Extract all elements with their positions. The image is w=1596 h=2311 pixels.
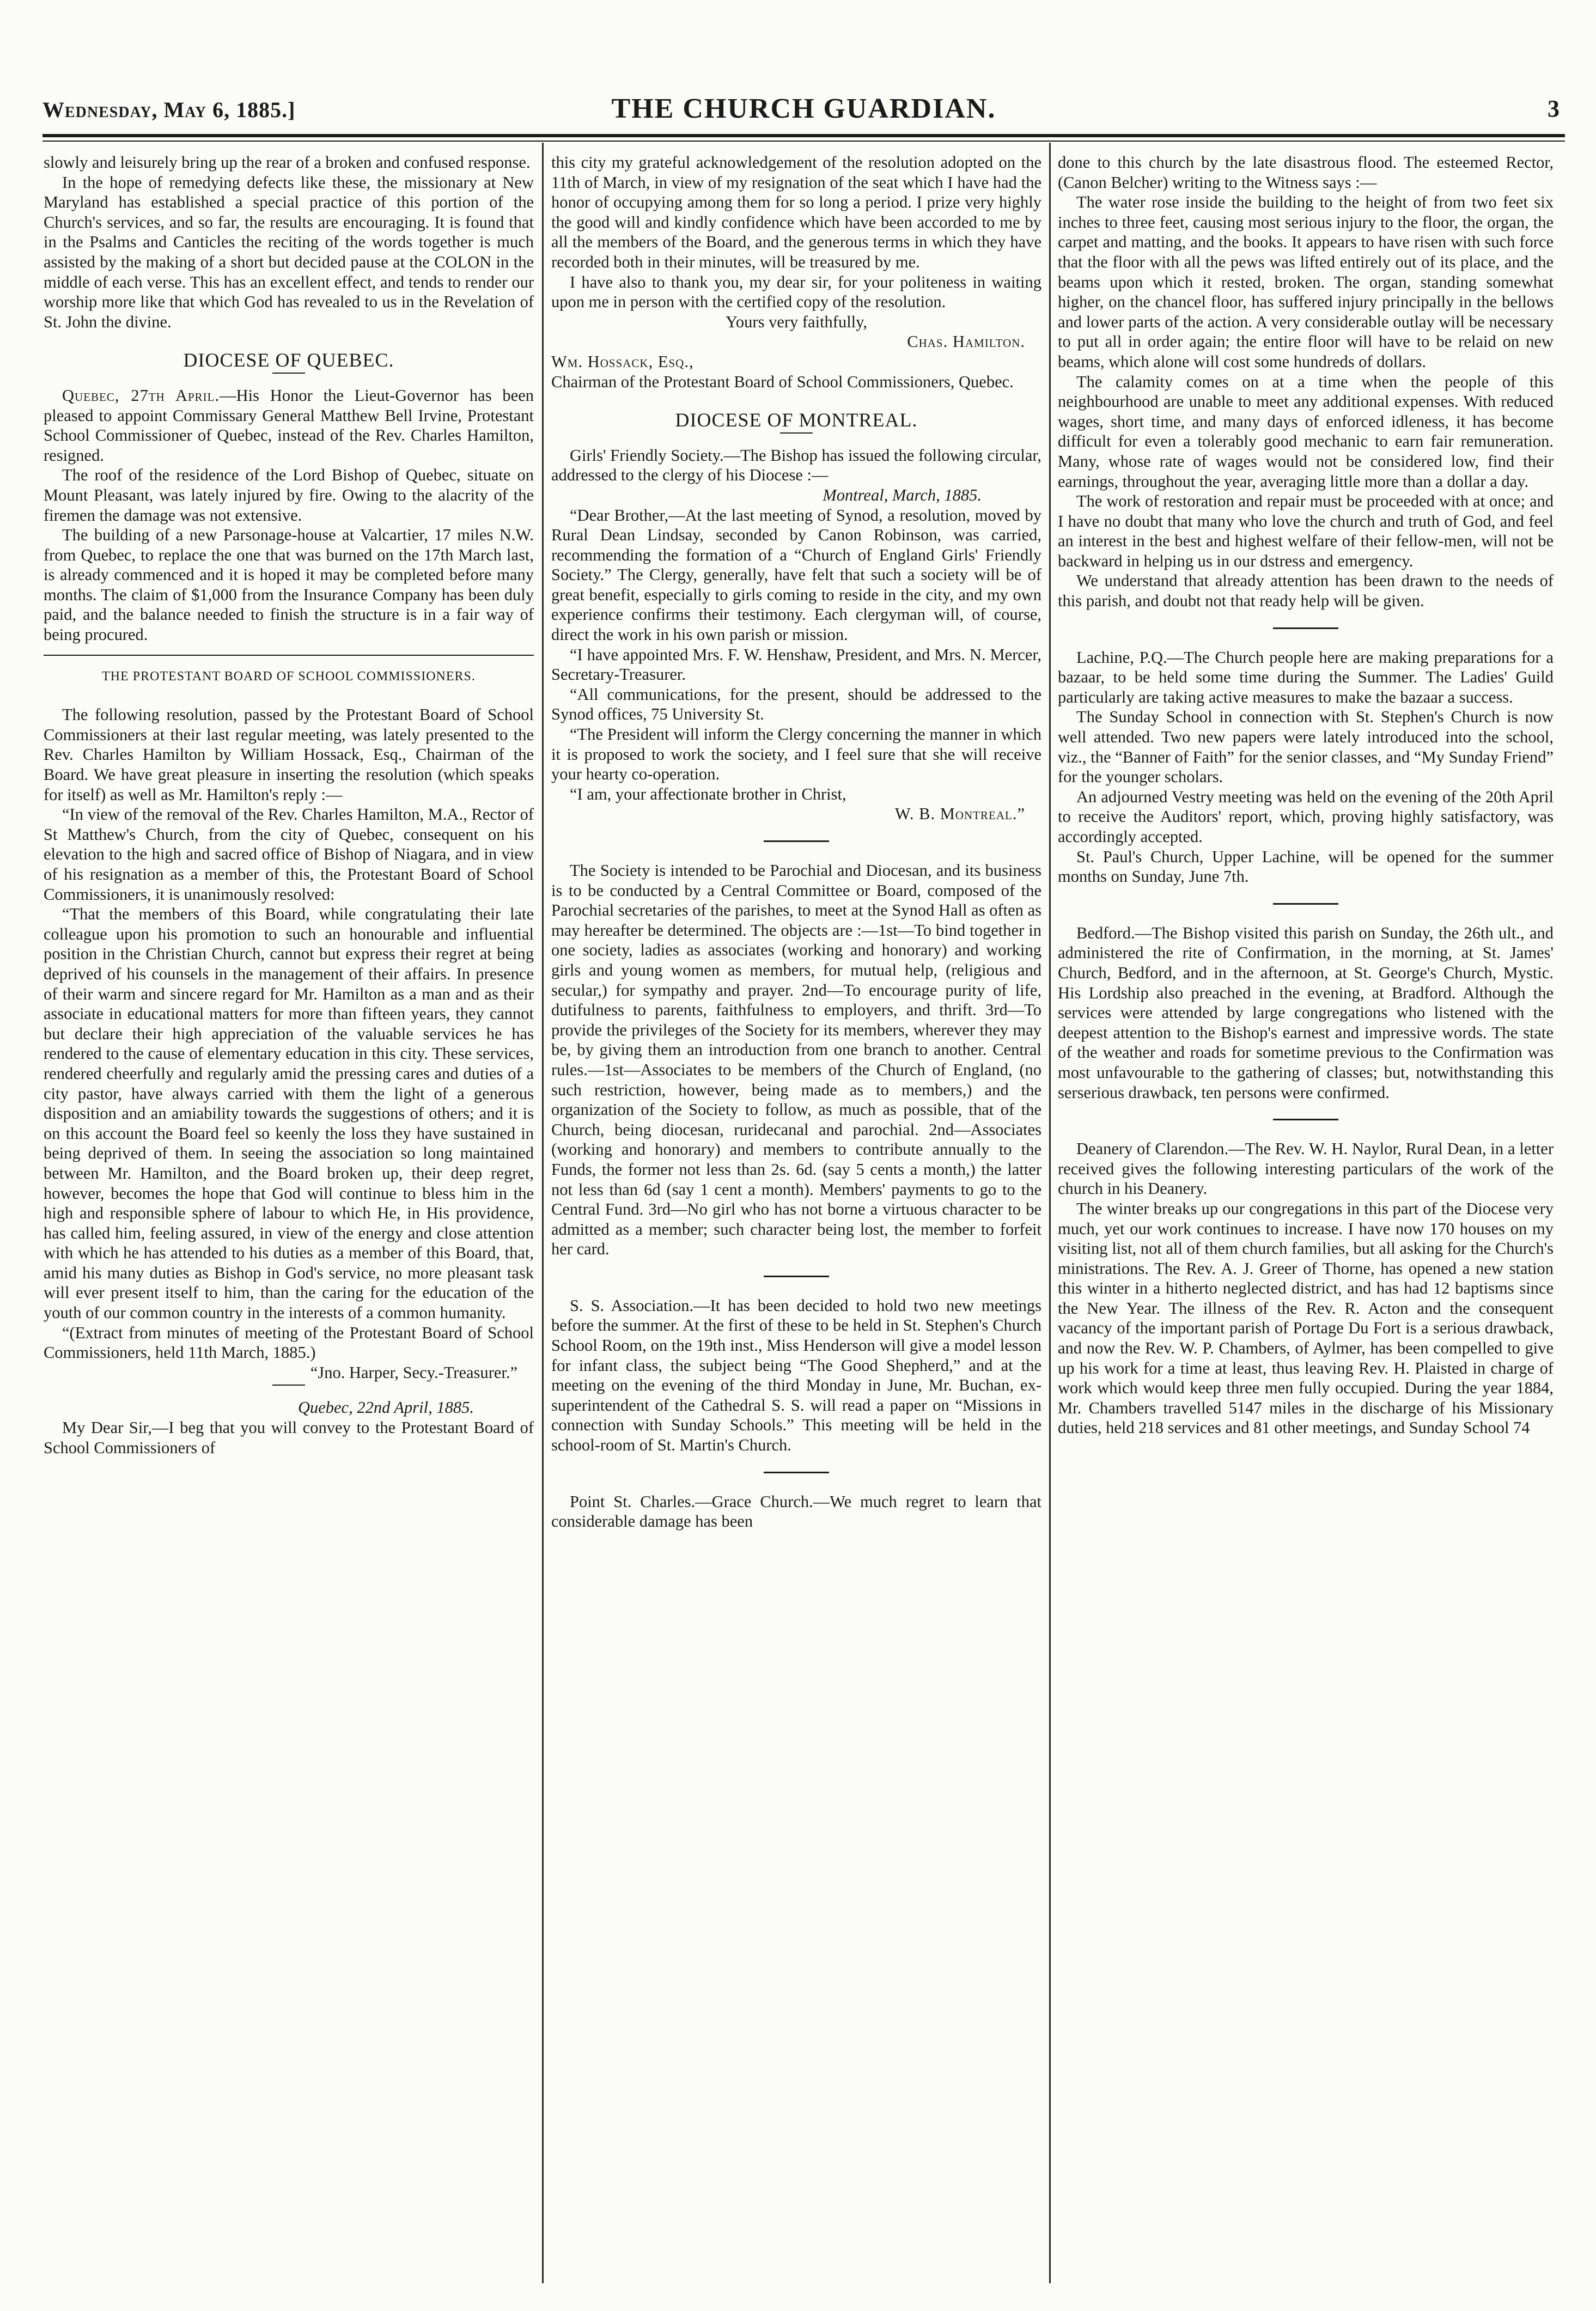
paragraph: S. S. Association.—It has been decided to hold two new meetings before the summer. At the first of these to be held in St. Stephen's Church School Room, on the 19th inst., Miss Henderson will give a model lesson for infant class, the subject being “The Good Shepherd,” and at the meeting on the evening of the third Monday in June, Mr. Buchan, ex-superintendent of the Cathedral S. S. will read a paper on “Missions in connection with Sunday Schools.” This meeting will be held in the school-room of St. Martin's Church.: [551, 1296, 1041, 1455]
addressee-title: Chairman of the Protestant Board of School Commissioners, Quebec.: [551, 372, 1014, 391]
paragraph: I have also to thank you, my dear sir, for your politeness in waiting upon me in person with the certified copy of the resolution.: [551, 272, 1041, 312]
section-heading-quebec: DIOCESE OF QUEBEC.: [183, 349, 394, 371]
page-number: 3: [1548, 95, 1560, 122]
paragraph: “The President will inform the Clergy concerning the manner in which it is proposed to work the society, and I feel sure that she will receive your hearty co-operation.: [551, 725, 1041, 784]
paragraph: The Sunday School in connection with St. Stephen's Church is now well attended. Two new papers were lately introduced into the school, viz., the “Banner of Faith” for the senior classes, and “My Sunday Friend” for the younger scholars.: [1058, 708, 1554, 786]
paragraph: “That the members of this Board, while congratulating their late colleague upon his promotion to such an honourable and influential position in the Christian Church, cannot but express their regret at being deprived of his counsels in the management of their affairs. In presence of their warm and sincere regard for Mr. Hamilton as a man and as their associate in educational matters for more than fifteen years, they cannot but declare their high appreciation of the valuable services he has rendered to the cause of elementary education in this city. These services, rendered cheerfully and regularly amid the pressing cares and duties of a city pastor, have always carried with them the light of a generous disposition and an amiability towards the suggestions of others; and it is on this account the Board feel so keenly the loss they have sustained in being deprived of them. In seeing the association so long maintained between Mr. Hamilton, and the Board broken up, their deep regret, however, becomes the hope that God will continue to bless him in the high and responsible sphere of labour to which He, in His providence, has called him, feeling assured, in view of the energy and close attention with which he has attended to his duties as a member of this Board, that, amid his many duties as Bishop in God's service, no more pleasant task will ever present itself to him, than the caring for the education of the youth of our common country in the interests of a common humanity.: [44, 905, 534, 1322]
section-rule: [764, 1276, 829, 1277]
paragraph: Point St. Charles.—Grace Church.—We much regret to learn that considerable damage has been: [551, 1492, 1041, 1531]
section-heading-montreal: DIOCESE OF MONTREAL.: [675, 409, 918, 431]
paragraph: The following resolution, passed by the Protestant Board of School Commissioners at their last regular meeting, was lately presented to the Rev. Charles Hamilton by William Hossack, Esq., Chairman of the Board. We have great pleasure in inserting the resolution (which speaks for itself) as well as Mr. Hamilton's reply :—: [44, 705, 534, 804]
paragraph: “In view of the removal of the Rev. Charles Hamilton, M.A., Rector of St Matthew's Church, from the city of Quebec, consequent on his elevation to the high and sacred office of Bishop of Niagara, and in view of his resignation as a member of this, the Protestant Board of School Commissioners, it is unanimously resolved:: [44, 805, 534, 904]
signature: “Jno. Harper, Secy.-Treasurer.”: [310, 1363, 517, 1382]
paragraph: In the hope of remedying defects like these, the missionary at New Maryland has established a special practice of this portion of the Church's services, and so far, the results are encouraging. It is found that in the Psalms and Canticles the reciting of the words together is much assisted by the making of a short but decided pause at the COLON in the middle of each verse. This has an excellent effect, and tends to render our worship more like that which God has revealed to us in the Revelation of St. John the divine.: [44, 173, 534, 331]
paragraph: “(Extract from minutes of meeting of the Protestant Board of School Commissioners, held 11th March, 1885.): [44, 1323, 534, 1362]
paragraph: The calamity comes on at a time when the people of this neighbourhood are unable to meet any additional expenses. With reduced wages, short time, and many days of enforced idleness, it has become difficult for even a tolerably good mechanic to earn fair remuneration. Many, whose rate of wages would not be considered low, find their earnings, throughout the year, averaging little more than a dollar a day.: [1058, 372, 1554, 491]
column-1: [44, 153, 534, 2277]
column-3: [1058, 153, 1554, 2277]
paragraph: “I have appointed Mrs. F. W. Henshaw, President, and Mrs. N. Mercer, Secretary-Treasurer.: [551, 645, 1041, 684]
paragraph: slowly and leisurely bring up the rear of a broken and confused response.: [44, 153, 531, 172]
signature: Chas. Hamilton.: [907, 332, 1025, 351]
paragraph: The winter breaks up our congregations in this part of the Diocese very much, yet our work continues to increase. I have now 170 houses on my visiting list, not all of them church families, but all asking for the Church's ministrations. The Rev. A. J. Greer of Thorne, has opened a new station this winter in a hitherto neglected district, and has had 12 baptisms since the New Year. The illness of the Rev. R. Acton and the consequent vacancy of the important parish of Portage Du Fort is a serious drawback, and now the Rev. W. P. Chambers, of Aylmer, has been compelled to give up his work for a time at least, thus leaving Rev. H. Plaisted in charge of work which would keep three men fully occupied. During the year 1884, Mr. Chambers travelled 5147 miles in the discharge of his Missionary duties, held 218 services and 81 other meetings, and Sunday School 74: [1058, 1199, 1554, 1437]
column-divider-2: [1049, 143, 1051, 2283]
section-heading-board: THE PROTESTANT BOARD OF SCHOOL COMMISSIONERS.: [102, 669, 476, 684]
paragraph: St. Paul's Church, Upper Lachine, will be opened for the summer months on Sunday, June 7th.: [1058, 847, 1554, 886]
paragraph: Girls' Friendly Society.—The Bishop has issued the following circular, addressed to the clergy of his Diocese :—: [551, 446, 1041, 485]
column-2: [551, 153, 1041, 2277]
paragraph: —His Honor the Lieut-Governor has been pleased to appoint Commissary General Matthew Bell Irvine, Protestant School Commissioner of Quebec, instead of the Rev. Charles Hamilton, resigned.: [44, 386, 534, 465]
header-rule-thick: [42, 134, 1565, 137]
paragraph: An adjourned Vestry meeting was held on the evening of the 20th April to receive the Auditors' report, which, proving highly satisfactory, was accordingly accepted.: [1058, 787, 1554, 846]
paragraph: Bedford.—The Bishop visited this parish on Sunday, the 26th ult., and administered the rite of Confirmation, in the morning, at St. James' Church, Bedford, and in the afternoon, at St. George's Church, Mystic. His Lordship also preached in the evening, at Bradford. Although the services were attended by large congregations who listened with the deepest attention to the Bishop's earnest and impressive words. The state of the weather and roads for sometime previous to the Confirmation was most unfavourable to the gathering of classes; but, notwithstanding this serserious drawback, ten persons were confirmed.: [1058, 923, 1554, 1102]
short-rule: [272, 1385, 305, 1386]
issue-date: Wednesday, May 6, 1885.]: [42, 97, 296, 122]
paragraph: this city my grateful acknowledgement of the resolution adopted on the 11th of March, in view of my resignation of the seat which I have had the honor of occupying among them for so long a period. I prize very highly the good will and kindly confidence which have been accorded to me by all the members of the Board, and the generous terms in which they have recorded both in their minutes, will be treasured by me.: [551, 153, 1041, 271]
closing: Yours very faithfully,: [725, 312, 868, 331]
paragraph: The building of a new Parsonage-house at Valcartier, 17 miles N.W. from Quebec, to replace the one that was burned on the 17th March last, is already commenced and it is hoped it may be completed before many months. The claim of $1,000 from the Insurance Company has been duly paid, and the balance needed to finish the structure is in a fair way of being procured.: [44, 526, 534, 644]
paragraph: “All communications, for the present, should be addressed to the Synod offices, 75 University St.: [551, 685, 1041, 724]
paragraph: Lachine, P.Q.—The Church people here are making preparations for a bazaar, to be held some time during the Summer. The Ladies' Guild particularly are taking active measures to make the bazaar a success.: [1058, 648, 1554, 706]
paragraph: The Society is intended to be Parochial and Diocesan, and its business is to be conducted by a Central Committee or Board, composed of the Parochial secretaries of the parishes, to meet at the Synod Hall as often as may hereafter be determined. The objects are :—1st—To bind together in one society, ladies as associates (working and honorary) and working girls and young women as members, for mutual help, (religious and secular,) for sympathy and prayer. 2nd—To encourage purity of life, dutifulness to parents, faithfulness to employers, and thrift. 3rd—To provide the privileges of the Society for its members, wherever they may be, by giving them an introduction from one branch to another. Central rules.—1st—Associates to be members of the Church of England, (no such restriction, however, being made as to members,) and the organization of the Society to follow, as much as possible, that of the Church, being diocesan, ruridecanal and parochial. 2nd—Associates (working and honorary) and members to contribute annually to the Funds, the former not less than 2s. 6d. (say 5 cents a month,) the latter not less than 6d (say 1 cent a month). Members' payments to go to the Central Fund. 3rd—No girl who has not borne a virtuous character to be admitted as a member; such character being lost, the member to forfeit her card.: [551, 861, 1041, 1259]
paragraph: “I am, your affectionate brother in Christ,: [570, 784, 846, 803]
section-rule: [764, 840, 829, 842]
section-rule: [1273, 903, 1338, 905]
paragraph: My Dear Sir,—I beg that you will convey to the Protestant Board of School Commissioners of: [44, 1418, 534, 1457]
column-divider-1: [542, 143, 544, 2283]
paragraph: The work of restoration and repair must be proceeded with at once; and I have no doubt that many who love the church and truth of God, and feel an interest in the best and highest welfare of their fellow-men, will not be backward in helping us in our dstress and emergency.: [1058, 492, 1554, 570]
short-rule: [272, 373, 305, 374]
short-rule: [780, 432, 813, 434]
paragraph: The water rose inside the building to the height of from two feet six inches to three feet, causing most serious injury to the floor, the organ, the carpet and matting, and the books. It appears to have risen with such force that the floor with all the pews was lifted entirely out of its place, and the beams upon which it rested, broken. The organ, standing somewhat higher, on the chancel floor, has suffered injury principally in the bellows and lower parts of the action. A very considerable outlay will be necessary to put all in order again; the entire floor will have to be relaid on new beams, which alone will cost some hundreds of dollars.: [1058, 193, 1554, 371]
dateline: Montreal, March, 1885.: [823, 485, 982, 504]
page-header: [42, 93, 1565, 132]
lead-in: Quebec, 27th April.: [62, 386, 220, 405]
paragraph: The roof of the residence of the Lord Bishop of Quebec, situate on Mount Pleasant, was lately injured by fire. Owing to the alacrity of the firemen the damage was not extensive.: [44, 466, 534, 525]
section-rule: [1273, 627, 1338, 629]
paragraph: “Dear Brother,—At the last meeting of Synod, a resolution, moved by Rural Dean Lindsay, seconded by Canon Robinson, was carried, recommending the formation of a “Church of England Girls' Friendly Society.” The Clergy, generally, have felt that such a society will be of great benefit, especially to girls coming to reside in the city, and my own experience confirms their testimony. Each clergyman will, of course, direct the work in his own parish or mission.: [551, 505, 1041, 644]
paragraph: done to this church by the late disastrous flood. The esteemed Rector, (Canon Belcher) writing to the Witness says :—: [1058, 153, 1554, 192]
dateline: Quebec, 22nd April, 1885.: [297, 1398, 474, 1417]
paragraph: Deanery of Clarendon.—The Rev. W. H. Naylor, Rural Dean, in a letter received gives the following interesting particulars of the work of the church in his Deanery.: [1058, 1139, 1554, 1198]
header-rule-thin: [42, 141, 1565, 142]
addressee: Wm. Hossack, Esq.,: [551, 352, 694, 371]
paragraph: We understand that already attention has been drawn to the needs of this parish, and doubt not that ready help will be given.: [1058, 571, 1554, 611]
newspaper-title: THE CHURCH GUARDIAN.: [611, 93, 996, 124]
section-rule: [1273, 1119, 1338, 1120]
section-rule: [44, 655, 534, 656]
section-rule: [764, 1472, 829, 1473]
signature: W. B. Montreal.”: [894, 804, 1025, 824]
